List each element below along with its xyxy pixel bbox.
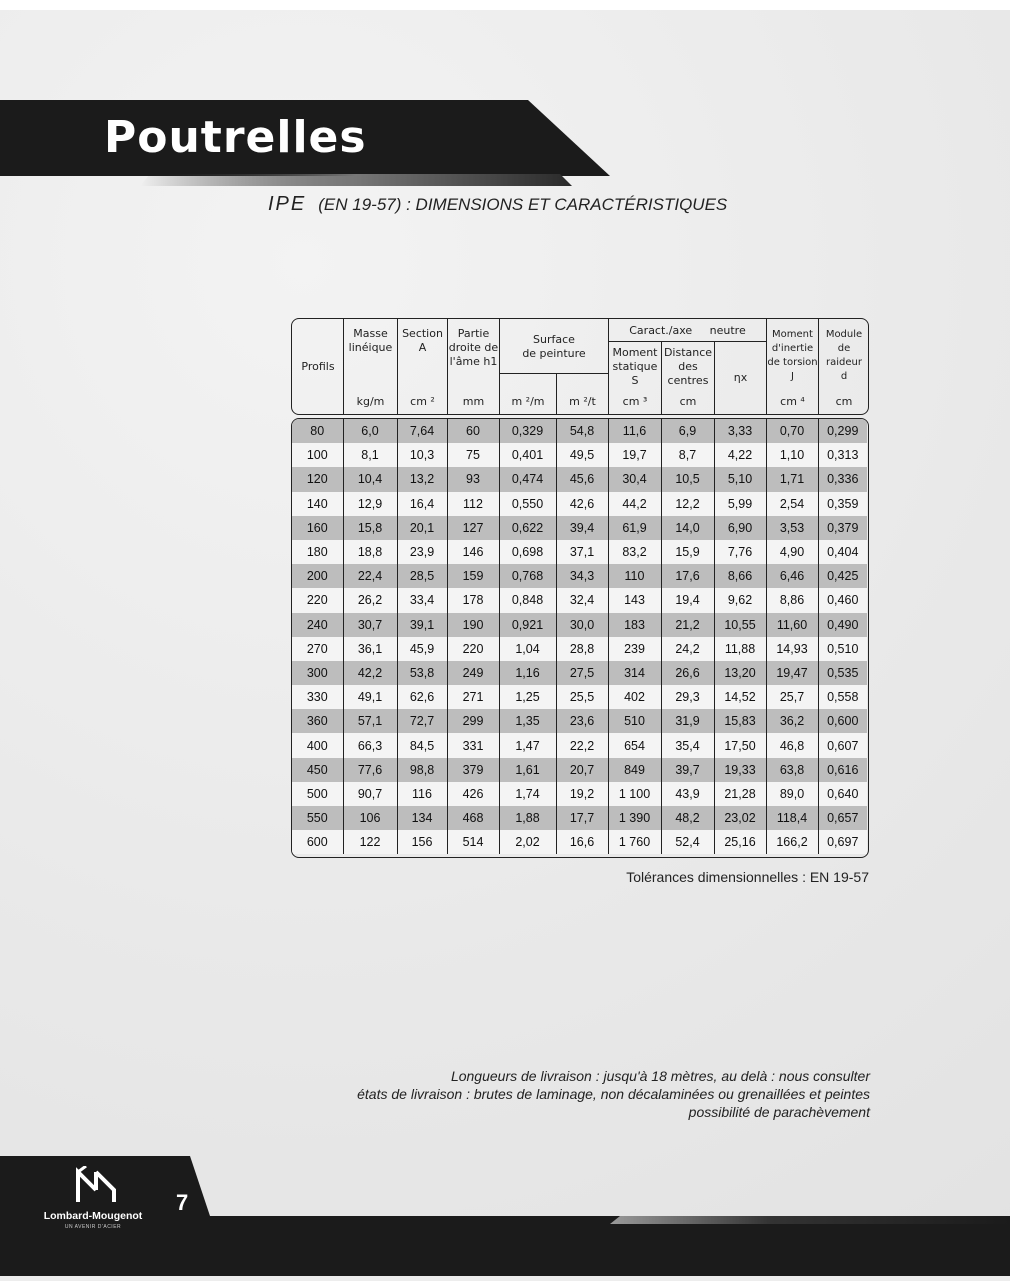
value-cell: 14,0 [661, 516, 714, 540]
value-cell: 8,1 [343, 443, 397, 467]
header-profils: Profils [301, 360, 335, 373]
value-cell: 20,1 [397, 516, 447, 540]
value-cell: 13,2 [397, 467, 447, 491]
value-cell: 53,8 [397, 661, 447, 685]
value-cell: 84,5 [397, 733, 447, 757]
value-cell: 32,4 [556, 588, 608, 612]
value-cell: 62,6 [397, 685, 447, 709]
note-line: possibilité de parachèvement [688, 1104, 870, 1120]
profile-cell: 500 [292, 782, 343, 806]
value-cell: 33,4 [397, 588, 447, 612]
table-row [292, 588, 867, 612]
profile-cell: 600 [292, 830, 343, 854]
value-cell: 510 [608, 709, 661, 733]
value-cell: 27,5 [556, 661, 608, 685]
unit-section: cm ² [410, 395, 435, 408]
value-cell: 8,7 [661, 443, 714, 467]
value-cell: 66,3 [343, 733, 397, 757]
profile-cell: 400 [292, 733, 343, 757]
value-cell: 36,2 [766, 709, 818, 733]
value-cell: 134 [397, 806, 447, 830]
value-cell: 314 [608, 661, 661, 685]
value-cell: 1,35 [499, 709, 556, 733]
value-cell: 10,55 [714, 613, 766, 637]
value-cell: 1,25 [499, 685, 556, 709]
value-cell: 46,8 [766, 733, 818, 757]
value-cell: 4,90 [766, 540, 818, 564]
value-cell: 6,90 [714, 516, 766, 540]
table-row [292, 806, 867, 830]
value-cell: 7,64 [397, 419, 447, 443]
header-eta: ηx [733, 371, 748, 384]
value-cell: 0,404 [818, 540, 867, 564]
value-cell: 0,401 [499, 443, 556, 467]
header-moment-statique: Moment statique S [612, 346, 658, 387]
header-partie: Partie droite de l'âme h1 [448, 327, 499, 368]
value-cell: 0,600 [818, 709, 867, 733]
profile-cell: 220 [292, 588, 343, 612]
value-cell: 28,5 [397, 564, 447, 588]
logo-name: Lombard-Mougenot [43, 1210, 143, 1222]
unit-surface-t: m ²/t [569, 395, 596, 408]
unit-moment-statique: cm ³ [622, 395, 648, 408]
header-module: Module de raideur d [825, 329, 863, 382]
value-cell: 3,53 [766, 516, 818, 540]
value-cell: 1,88 [499, 806, 556, 830]
value-cell: 0,622 [499, 516, 556, 540]
value-cell: 1,61 [499, 758, 556, 782]
value-cell: 1,74 [499, 782, 556, 806]
value-cell: 19,47 [766, 661, 818, 685]
value-cell: 24,2 [661, 637, 714, 661]
header-section: Section A [402, 327, 443, 354]
value-cell: 16,4 [397, 492, 447, 516]
header-caract: Caract./axe neutre [629, 324, 746, 337]
value-cell: 1 760 [608, 830, 661, 854]
page-title: Poutrelles [104, 112, 367, 163]
profile-cell: 100 [292, 443, 343, 467]
value-cell: 0,70 [766, 419, 818, 443]
value-cell: 30,0 [556, 613, 608, 637]
table-row [292, 685, 867, 709]
value-cell: 0,848 [499, 588, 556, 612]
value-cell: 1,47 [499, 733, 556, 757]
value-cell: 23,02 [714, 806, 766, 830]
table-body [291, 418, 869, 858]
value-cell: 156 [397, 830, 447, 854]
value-cell: 5,99 [714, 492, 766, 516]
header-distance: Distance des centres [663, 346, 713, 387]
value-cell: 39,4 [556, 516, 608, 540]
header-surface: Surface de peinture [522, 333, 586, 360]
table-row [292, 709, 867, 733]
value-cell: 75 [447, 443, 499, 467]
value-cell: 35,4 [661, 733, 714, 757]
value-cell: 0,474 [499, 467, 556, 491]
value-cell: 6,9 [661, 419, 714, 443]
value-cell: 49,1 [343, 685, 397, 709]
profile-cell: 180 [292, 540, 343, 564]
table-header [291, 318, 869, 415]
value-cell: 146 [447, 540, 499, 564]
value-cell: 426 [447, 782, 499, 806]
value-cell: 44,2 [608, 492, 661, 516]
value-cell: 178 [447, 588, 499, 612]
value-cell: 0,698 [499, 540, 556, 564]
value-cell: 34,3 [556, 564, 608, 588]
table-row [292, 613, 867, 637]
value-cell: 6,46 [766, 564, 818, 588]
page-number: 7 [176, 1190, 189, 1215]
value-cell: 11,88 [714, 637, 766, 661]
value-cell: 25,5 [556, 685, 608, 709]
value-cell: 0,921 [499, 613, 556, 637]
value-cell: 42,6 [556, 492, 608, 516]
value-cell: 12,9 [343, 492, 397, 516]
value-cell: 20,7 [556, 758, 608, 782]
value-cell: 23,6 [556, 709, 608, 733]
table-row [292, 782, 867, 806]
table-row [292, 830, 867, 854]
table-row [292, 564, 867, 588]
table-row [292, 419, 867, 443]
value-cell: 23,9 [397, 540, 447, 564]
value-cell: 98,8 [397, 758, 447, 782]
value-cell: 116 [397, 782, 447, 806]
value-cell: 21,28 [714, 782, 766, 806]
value-cell: 19,2 [556, 782, 608, 806]
value-cell: 0,425 [818, 564, 867, 588]
value-cell: 37,1 [556, 540, 608, 564]
table-row [292, 516, 867, 540]
value-cell: 16,6 [556, 830, 608, 854]
value-cell: 10,4 [343, 467, 397, 491]
profile-cell: 200 [292, 564, 343, 588]
value-cell: 1,04 [499, 637, 556, 661]
value-cell: 39,1 [397, 613, 447, 637]
value-cell: 45,6 [556, 467, 608, 491]
value-cell: 12,2 [661, 492, 714, 516]
value-cell: 15,8 [343, 516, 397, 540]
value-cell: 0,460 [818, 588, 867, 612]
delivery-notes [0, 1067, 870, 1121]
value-cell: 159 [447, 564, 499, 588]
value-cell: 3,33 [714, 419, 766, 443]
value-cell: 9,62 [714, 588, 766, 612]
value-cell: 183 [608, 613, 661, 637]
value-cell: 468 [447, 806, 499, 830]
value-cell: 6,0 [343, 419, 397, 443]
value-cell: 36,1 [343, 637, 397, 661]
value-cell: 0,768 [499, 564, 556, 588]
value-cell: 8,86 [766, 588, 818, 612]
unit-surface-m: m ²/m [511, 395, 545, 408]
value-cell: 1 100 [608, 782, 661, 806]
value-cell: 25,16 [714, 830, 766, 854]
value-cell: 15,9 [661, 540, 714, 564]
value-cell: 0,313 [818, 443, 867, 467]
profile-cell: 550 [292, 806, 343, 830]
ipe-table [291, 318, 871, 858]
note-line: états de livraison : brutes de laminage, non décalaminées ou grenaillées et peintes [357, 1086, 870, 1102]
value-cell: 11,60 [766, 613, 818, 637]
value-cell: 10,3 [397, 443, 447, 467]
value-cell: 0,558 [818, 685, 867, 709]
value-cell: 19,4 [661, 588, 714, 612]
header-moment-inertie: Moment d'inertie de torsion J [767, 329, 818, 382]
value-cell: 49,5 [556, 443, 608, 467]
value-cell: 0,535 [818, 661, 867, 685]
top-strip [0, 0, 1010, 10]
value-cell: 15,83 [714, 709, 766, 733]
value-cell: 13,20 [714, 661, 766, 685]
value-cell: 0,329 [499, 419, 556, 443]
value-cell: 271 [447, 685, 499, 709]
value-cell: 48,2 [661, 806, 714, 830]
value-cell: 89,0 [766, 782, 818, 806]
value-cell: 30,7 [343, 613, 397, 637]
profile-cell: 300 [292, 661, 343, 685]
value-cell: 0,697 [818, 830, 867, 854]
table-row [292, 661, 867, 685]
profile-cell: 120 [292, 467, 343, 491]
table-row [292, 733, 867, 757]
profile-cell: 140 [292, 492, 343, 516]
value-cell: 21,2 [661, 613, 714, 637]
value-cell: 30,4 [608, 467, 661, 491]
value-cell: 106 [343, 806, 397, 830]
value-cell: 61,9 [608, 516, 661, 540]
value-cell: 17,50 [714, 733, 766, 757]
value-cell: 63,8 [766, 758, 818, 782]
value-cell: 0,640 [818, 782, 867, 806]
value-cell: 0,336 [818, 467, 867, 491]
unit-masse: kg/m [356, 395, 385, 408]
value-cell: 25,7 [766, 685, 818, 709]
value-cell: 1 390 [608, 806, 661, 830]
value-cell: 239 [608, 637, 661, 661]
value-cell: 1,16 [499, 661, 556, 685]
value-cell: 0,616 [818, 758, 867, 782]
value-cell: 112 [447, 492, 499, 516]
value-cell: 4,22 [714, 443, 766, 467]
value-cell: 11,6 [608, 419, 661, 443]
value-cell: 331 [447, 733, 499, 757]
value-cell: 19,7 [608, 443, 661, 467]
table-row [292, 467, 867, 491]
value-cell: 22,4 [343, 564, 397, 588]
value-cell: 2,54 [766, 492, 818, 516]
logo-mark-icon [74, 1166, 118, 1204]
table-row [292, 443, 867, 467]
value-cell: 0,657 [818, 806, 867, 830]
header-masse: Masse linéique [348, 327, 393, 354]
value-cell: 1,10 [766, 443, 818, 467]
value-cell: 0,550 [499, 492, 556, 516]
value-cell: 0,379 [818, 516, 867, 540]
value-cell: 42,2 [343, 661, 397, 685]
value-cell: 14,52 [714, 685, 766, 709]
value-cell: 166,2 [766, 830, 818, 854]
profile-cell: 240 [292, 613, 343, 637]
value-cell: 849 [608, 758, 661, 782]
profile-cell: 160 [292, 516, 343, 540]
unit-moment-inertie: cm ⁴ [780, 395, 805, 408]
value-cell: 402 [608, 685, 661, 709]
value-cell: 43,9 [661, 782, 714, 806]
value-cell: 28,8 [556, 637, 608, 661]
value-cell: 7,76 [714, 540, 766, 564]
value-cell: 93 [447, 467, 499, 491]
value-cell: 118,4 [766, 806, 818, 830]
value-cell: 2,02 [499, 830, 556, 854]
profile-cell: 270 [292, 637, 343, 661]
value-cell: 26,2 [343, 588, 397, 612]
value-cell: 10,5 [661, 467, 714, 491]
profile-cell: 360 [292, 709, 343, 733]
value-cell: 654 [608, 733, 661, 757]
value-cell: 77,6 [343, 758, 397, 782]
value-cell: 90,7 [343, 782, 397, 806]
value-cell: 19,33 [714, 758, 766, 782]
value-cell: 0,510 [818, 637, 867, 661]
value-cell: 143 [608, 588, 661, 612]
value-cell: 31,9 [661, 709, 714, 733]
profile-code: IPE [268, 193, 307, 215]
value-cell: 1,71 [766, 467, 818, 491]
value-cell: 39,7 [661, 758, 714, 782]
value-cell: 0,607 [818, 733, 867, 757]
value-cell: 220 [447, 637, 499, 661]
value-cell: 54,8 [556, 419, 608, 443]
value-cell: 29,3 [661, 685, 714, 709]
unit-module: cm [835, 395, 853, 408]
value-cell: 190 [447, 613, 499, 637]
unit-partie: mm [462, 395, 485, 408]
value-cell: 26,6 [661, 661, 714, 685]
value-cell: 52,4 [661, 830, 714, 854]
unit-distance: cm [679, 395, 697, 408]
value-cell: 127 [447, 516, 499, 540]
value-cell: 17,6 [661, 564, 714, 588]
tolerance-note: Tolérances dimensionnelles : EN 19-57 [626, 869, 869, 885]
value-cell: 249 [447, 661, 499, 685]
value-cell: 57,1 [343, 709, 397, 733]
value-cell: 299 [447, 709, 499, 733]
value-cell: 83,2 [608, 540, 661, 564]
table-row [292, 540, 867, 564]
value-cell: 18,8 [343, 540, 397, 564]
note-line: Longueurs de livraison : jusqu'à 18 mètres, au delà : nous consulter [450, 1068, 870, 1084]
value-cell: 17,7 [556, 806, 608, 830]
value-cell: 0,490 [818, 613, 867, 637]
table-row [292, 492, 867, 516]
profile-cell: 330 [292, 685, 343, 709]
table-row [292, 637, 867, 661]
profile-cell: 80 [292, 419, 343, 443]
value-cell: 0,359 [818, 492, 867, 516]
value-cell: 72,7 [397, 709, 447, 733]
table-subtitle [268, 193, 727, 216]
value-cell: 5,10 [714, 467, 766, 491]
subtitle-text: (EN 19-57) : DIMENSIONS ET CARACTÉRISTIQUES [318, 195, 728, 214]
value-cell: 14,93 [766, 637, 818, 661]
value-cell: 379 [447, 758, 499, 782]
value-cell: 0,299 [818, 419, 867, 443]
value-cell: 122 [343, 830, 397, 854]
value-cell: 8,66 [714, 564, 766, 588]
value-cell: 60 [447, 419, 499, 443]
value-cell: 45,9 [397, 637, 447, 661]
logo-tagline: UN AVENIR D'ACIER [64, 1224, 122, 1230]
profile-cell: 450 [292, 758, 343, 782]
value-cell: 514 [447, 830, 499, 854]
value-cell: 22,2 [556, 733, 608, 757]
value-cell: 110 [608, 564, 661, 588]
table-row [292, 758, 867, 782]
